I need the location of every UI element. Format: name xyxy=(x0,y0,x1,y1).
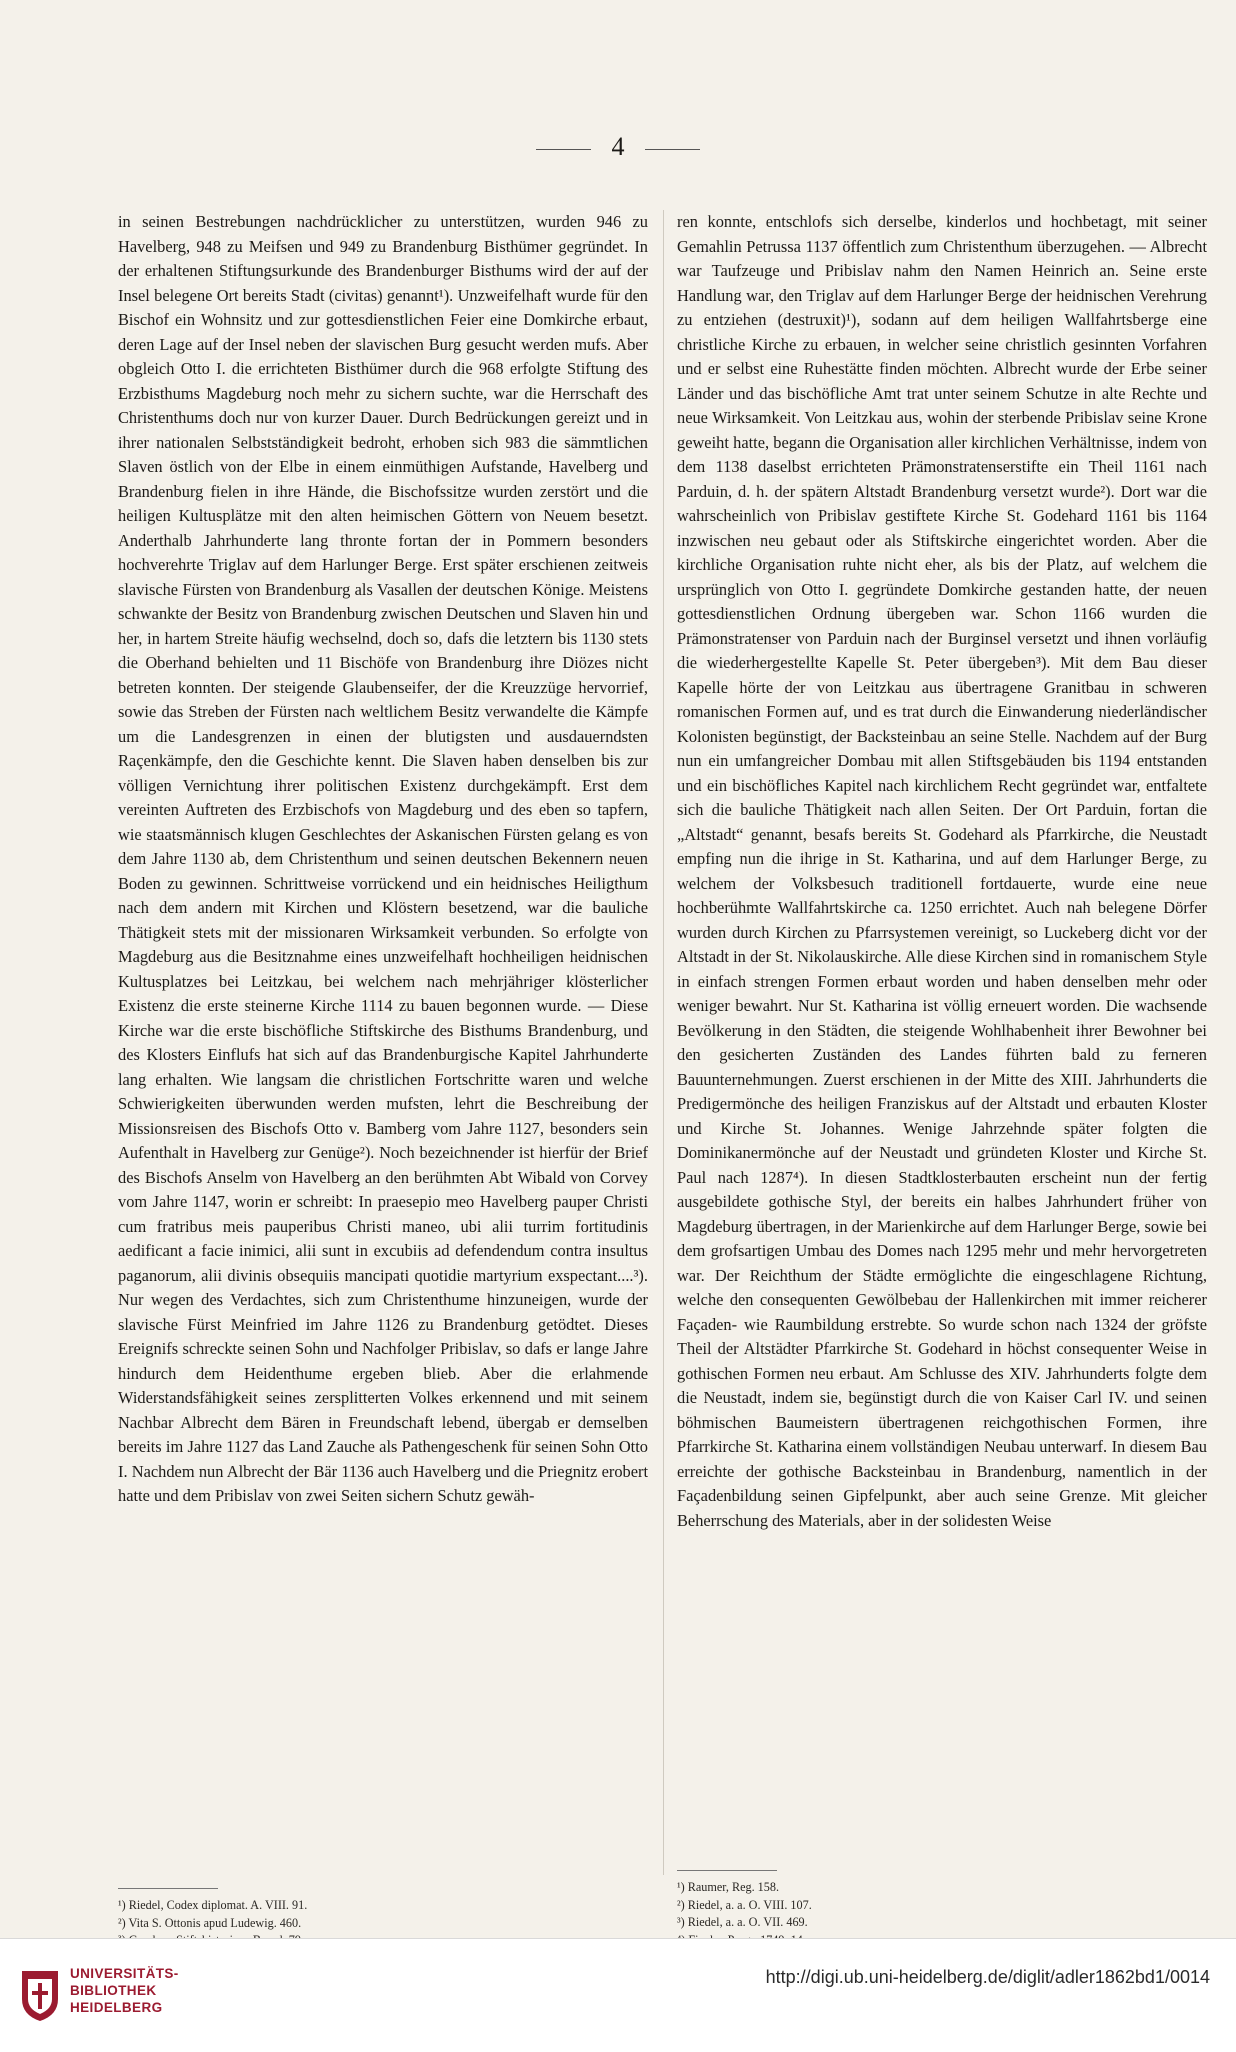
heidelberg-library-logo-icon[interactable] xyxy=(18,1969,62,2023)
footer-bar xyxy=(0,1938,1236,2052)
footnote-rule xyxy=(677,1870,777,1871)
page-number: 4 xyxy=(611,132,625,161)
library-name-line: HEIDELBERG xyxy=(70,2000,163,2015)
column-divider xyxy=(663,210,664,1875)
header-rule-left xyxy=(536,149,591,150)
left-paragraph: in seinen Bestrebungen nachdrücklicher zu unterstützen, wurden 946 zu Havelberg, 948 zu Meifsen und 949 zu Brandenburg Bisthümer gegründet. In der erhaltenen Stiftungsurkunde des Brandenburger Bisthums wird der auf der Insel belegene Ort bereits Stadt (civitas) genannt¹). Unzweifelhaft wurde für den Bischof ein Wohnsitz und zur gottesdienstlichen Feier eine Domkirche erbaut, deren Lage auf der Insel neben der slavischen Burg gesucht werden mufs. Aber obgleich Otto I. die errichteten Bisthümer durch die 968 erfolgte Stiftung des Erzbisthums Magdeburg noch mehr zu sichern suchte, war die Herrschaft des Christenthums doch nur von kurzer Dauer. Durch Bedrückungen gereizt und in ihrer nationalen Selbstständigkeit bedroht, erhoben sich 983 die sämmtlichen Slaven östlich von der Elbe in einem einmüthigen Aufstande, Havelberg und Brandenburg fielen in ihre Hände, die Bischofssitze wurden zerstört und die heiligen Kultusplätze mit den alten heimischen Göttern von Neuem besetzt. Anderthalb Jahrhunderte lang thronte fortan der in Pommern besonders hochverehrte Triglav auf dem Harlunger Berge. Erst später erschienen zeitweis slavische Fürsten von Brandenburg als Vasallen der deutschen Könige. Meistens schwankte der Besitz von Brandenburg zwischen Deutschen und Slaven hin und her, in hartem Streite häufig wechselnd, doch so, dafs die letztern bis 1130 stets die Oberhand behielten und 11 Bischöfe von Brandenburg ihre Diözes nicht betreten konnten. Der steigende Glaubenseifer, der die Kreuzzüge hervorrief, sowie das Streben der Fürsten nach weltlichem Besitz verwandelte die Kämpfe um die Landesgrenzen in einen der blutigsten und ausdauerndsten Raçenkämpfe, den die Geschichte kennt. Die Slaven haben denselben bis zur völligen Vernichtung ihrer politischen Existenz durchgekämpft. Erst dem vereinten Auftreten des Erzbischofs von Magdeburg und des eben so tapfern, wie staatsmännisch klugen Geschlechtes der Askanischen Fürsten gelang es von dem Jahre 1130 ab, dem Christenthum und seinen deutschen Bekennern neuen Boden zu gewinnen. Schrittweise vorrückend und ein heidnisches Heiligthum nach dem andern mit Kirchen und Klöstern besetzend, war die bauliche Thätigkeit stets mit der missionaren Wirksamkeit verbunden. So erfolgte von Magdeburg aus die Besitznahme eines unzweifelhaft hochheiligen heidnischen Kultusplatzes bei Leitzkau, bei welchem nach mehrjähriger klösterlicher Existenz die erste steinerne Kirche 1114 zu bauen begonnen wurde. — Diese Kirche war die erste bischöfliche Stiftskirche des Bisthums Brandenburg, und des Klosters Einflufs hat sich auf das Brandenburgische Kapitel Jahrhunderte lang erhalten. Wie langsam die christlichen Fortschritte waren und welche Schwierigkeiten überwunden werden mufsten, lehrt die Beschreibung der Missionsreisen des Bischofs Otto v. Bamberg vom Jahre 1127, besonders sein Aufenthalt in Havelberg zur Genüge²). Noch bezeichnender ist hierfür der Brief des Bischofs Anselm von Havelberg an den berühmten Abt Wibald von Corvey vom Jahre 1147, worin er schreibt: In praesepio meo Havelberg pauper Christi cum fratribus meis pauperibus Christi maneo, ubi alii turrim fortitudinis aedificant a facie inimici, alii sunt in excubiis ad defendendum contra insultus paganorum, alii divinis obsequiis mancipati quotidie martyrium exspectant....³). Nur wegen des Verdachtes, sich zum Christenthume hinzuneigen, wurde der slavische Fürst Meinfried im Jahre 1126 zu Brandenburg getödtet. Dieses Ereignifs schreckte seinen Sohn und Nachfolger Pribislav, so dafs er lange Jahre hindurch dem Heidenthume ergeben blieb. Aber die erlahmende Widerstandsfähigkeit seines zersplitterten Volkes erkennend und mit seinem Nachbar Albrecht dem Bären in Freundschaft lebend, übergab er demselben bereits im Jahre 1127 das Land Zauche als Pathengeschenk für seinen Sohn Otto I. Nachdem nun Albrecht der Bär 1136 auch Havelberg und die Priegnitz erobert hatte und dem Pribislav von zwei Seiten sichern Schutz gewäh- xyxy=(118,212,648,1505)
header-rule-right xyxy=(645,149,700,150)
right-column xyxy=(677,210,1207,1533)
footnote-item: ²) Vita S. Ottonis apud Ludewig. 460. xyxy=(118,1915,302,1930)
page-number-header xyxy=(0,132,1236,162)
footnote-item: ³) Riedel, a. a. O. VII. 469. xyxy=(677,1915,808,1929)
library-name-line: UNIVERSITÄTS- xyxy=(70,1966,179,1981)
library-name[interactable] xyxy=(70,1965,179,2016)
footnote-item: ²) Riedel, a. a. O. VIII. 107. xyxy=(677,1897,812,1912)
footnote-item: ¹) Raumer, Reg. 158. xyxy=(677,1880,779,1894)
right-paragraph: ren konnte, entschlofs sich derselbe, kinderlos und hochbetagt, mit seiner Gemahlin Petrussa 1137 öffentlich zum Christenthum überzugehen. — Albrecht war Taufzeuge und Pribislav nahm den Namen Heinrich an. Seine erste Handlung war, den Triglav auf dem Harlunger Berge der heidnischen Verehrung zu entziehen (destruxit)¹), sodann auf dem heiligen Wallfahrtsberge eine christliche Kirche zu erbauen, in welcher seine christlich gesinnten Vorfahren und er selbst eine Ruhestätte finden möchten. Albrecht wurde der Erbe seiner Länder und das bischöfliche Amt trat unter seinem Schutze in alte Rechte und neue Wirksamkeit. Von Leitzkau aus, wohin der sterbende Pribislav seine Krone geweiht hatte, begann die Organisation aller kirchlichen Verhältnisse, indem von dem 1138 daselbst errichteten Prämonstratenserstifte ein Theil 1161 nach Parduin, d. h. der spätern Altstadt Brandenburg versetzt wurde²). Dort war die wahrscheinlich von Pribislav gestiftete Kirche St. Godehard 1161 bis 1164 inzwischen neu gebaut oder als Stiftskirche eingerichtet worden. Aber die kirchliche Organisation ruhte nicht eher, als bis der Platz, auf welchem die ursprünglich von Otto I. gegründete Domkirche gestanden hatte, der neuen gottesdienstlichen Ordnung übergeben war. Schon 1166 wurden die Prämonstratenser von Parduin nach der Burginsel versetzt und ihnen vorläufig die wiederhergestellte Kapelle St. Peter übergeben³). Mit dem Bau dieser Kapelle hörte der von Leitzkau aus übertragene Granitbau in schweren romanischen Formen auf, und es trat durch die Einwanderung niederländischer Kolonisten begünstigt, der Backsteinbau an seine Stelle. Nachdem auf der Burg nun ein umfangreicher Dombau mit allen Stiftsgebäuden bis 1194 entstanden und ein bischöfliches Kapitel nach kirchlichem Recht gegründet war, entfaltete sich die bauliche Thätigkeit nach allen Seiten. Der Ort Parduin, fortan die „Altstadt“ genannt, besafs bereits St. Godehard als Pfarrkirche, die Neustadt empfing nun die ihrige in St. Katharina, und auf dem Harlunger Berge, zu welchem der Volksbesuch traditionell fortdauerte, wurde eine neue hochberühmte Wallfahrtskirche ca. 1250 errichtet. Auch nah belegene Dörfer wurden durch Kirchen zu Pfarrsystemen vereinigt, so Luckeberg dicht vor der Altstadt in der St. Nikolauskirche. Alle diese Kirchen sind in romanischem Style in einfach strengen Formen erbaut worden und haben denselben mehr oder weniger bewahrt. Nur St. Katharina ist völlig erneuert worden. Die wachsende Bevölkerung in den Städten, die steigende Wohlhabenheit ihrer Bewohner bei den gesicherten Zuständen des Landes führten bald zu ferneren Bauunternehmungen. Zuerst erschienen in der Mitte des XIII. Jahrhunderts die Predigermönche des heiligen Franziskus auf der Altstadt und erbauten Kloster und Kirche St. Johannes. Wenige Jahrzehnde später folgten die Dominikanermönche auf der Neustadt und gründeten Kloster und Kirche St. Paul nach 1287⁴). In diesen Stadtklosterbauten erscheint nun der fertig ausgebildete gothische Styl, der bereits ein halbes Jahrhundert früher von Magdeburg übertragen, in der Marienkirche auf dem Harlunger Berge, sowie bei dem grofsartigen Umbau des Domes nach 1295 mehr und mehr hervorgetreten war. Der Reichthum der Städte ermöglichte die eingeschlagene Richtung, welche den consequenten Gewölbebau der Hallenkirchen mit immer reicherer Façaden- wie Raumbildung erstrebte. So wurde schon nach 1324 der gröfste Theil der Altstädter Pfarrkirche St. Godehard in höchst consequenter Weise in gothischen Formen neu erbaut. Am Schlusse des XIV. Jahrhunderts folgte dem die Neustadt, indem sie, begünstigt durch die von Kaiser Carl IV. und seinen böhmischen Baumeistern übertragenen reichgothischen Formen, ihre Pfarrkirche St. Katharina einem vollständigen Neubau unterwarf. In diesem Bau erreichte der gothische Backsteinbau in Brandenburg, namentlich in der Façadenbildung seinen Gipfelpunkt, aber auch seine Grenze. Mit gleicher Beherrschung des Materials, aber in der solidesten Weise xyxy=(677,212,1207,1530)
footnote-rule xyxy=(118,1888,218,1889)
library-name-line: BIBLIOTHEK xyxy=(70,1983,157,1998)
footnote-item: ¹) Riedel, Codex diplomat. A. VIII. 91. xyxy=(118,1898,308,1912)
source-url-link[interactable]: http://digi.ub.uni-heidelberg.de/diglit/adler1862bd1/0014 xyxy=(765,1967,1210,1987)
left-column xyxy=(118,210,648,1509)
